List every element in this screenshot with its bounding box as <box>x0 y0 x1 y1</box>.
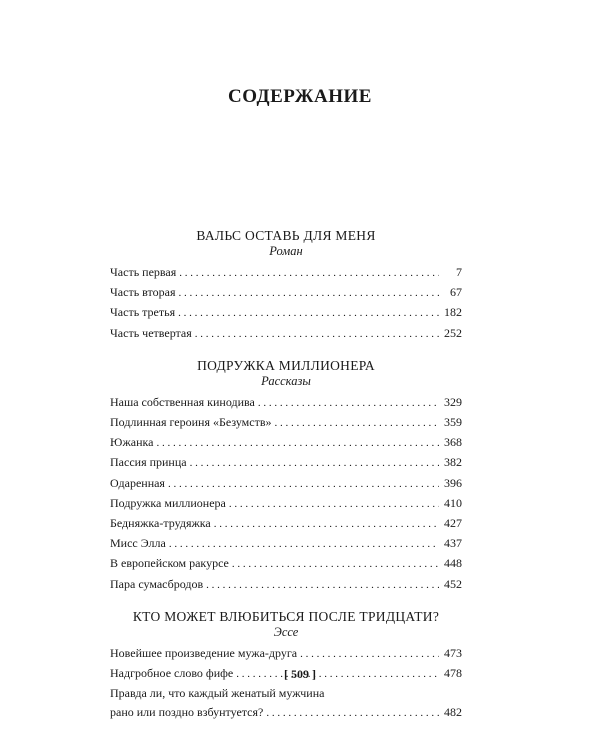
toc-entry <box>110 554 462 574</box>
toc-entry <box>110 684 462 723</box>
entry-page: 410 <box>444 495 462 510</box>
entry-title: Надгробное слово фифе <box>110 666 234 681</box>
dot-leader <box>178 284 439 303</box>
dot-leader <box>275 414 439 433</box>
section-subtitle: Рассказы <box>261 373 311 388</box>
entry-page: 329 <box>444 394 462 409</box>
section-spacer <box>110 595 462 609</box>
dot-leader <box>169 535 439 554</box>
toc-entry <box>110 644 462 664</box>
entry-title: Мисс Элла <box>110 536 166 551</box>
dot-leader <box>179 264 439 283</box>
dot-leader <box>206 576 439 595</box>
entry-page: 448 <box>444 556 462 571</box>
entry-title: Часть четвертая <box>110 325 192 340</box>
toc-entry <box>110 474 462 494</box>
entry-title: Подружка миллионера <box>110 495 226 510</box>
dot-leader <box>266 704 439 723</box>
toc-section <box>110 228 462 344</box>
entry-title-line1: Правда ли, что каждый женатый мужчина <box>110 686 325 701</box>
section-heading: ПОДРУЖКА МИЛЛИОНЕРА <box>197 357 375 373</box>
toc-entry <box>110 413 462 433</box>
toc-entry <box>110 263 462 283</box>
toc-section <box>110 358 462 595</box>
entry-page: 67 <box>450 285 462 300</box>
toc-entry <box>110 324 462 344</box>
entry-page: 427 <box>444 516 462 531</box>
table-of-contents <box>110 228 462 724</box>
entry-page: 182 <box>444 305 462 320</box>
entry-second-line <box>110 703 462 723</box>
toc-entry <box>110 433 462 453</box>
entry-title-line2: рано или поздно взбунтуется? <box>110 705 264 720</box>
entry-page: 473 <box>444 645 462 660</box>
section-heading: ВАЛЬС ОСТАВЬ ДЛЯ МЕНЯ <box>196 228 376 243</box>
entry-page: 478 <box>444 666 462 681</box>
entry-title: Часть третья <box>110 305 176 320</box>
entry-title: Южанка <box>110 435 154 450</box>
entry-page: 396 <box>444 475 462 490</box>
entry-page: 452 <box>444 576 462 591</box>
entry-title: Часть первая <box>110 265 177 279</box>
dot-leader <box>232 555 439 574</box>
toc-entry <box>110 283 462 303</box>
dot-leader <box>178 304 439 323</box>
entry-title: Подлинная героиня «Безумств» <box>110 415 272 430</box>
entry-page: 368 <box>444 435 462 450</box>
entry-title: Бедняжка-трудяжка <box>110 516 211 531</box>
dot-leader <box>195 325 439 344</box>
page-title: СОДЕРЖАНИЕ <box>228 86 372 107</box>
entry-page: 482 <box>444 705 462 720</box>
entry-page: 382 <box>444 455 462 470</box>
section-spacer <box>110 344 462 358</box>
dot-leader <box>258 394 439 413</box>
toc-entry <box>110 453 462 473</box>
toc-entry <box>110 534 462 554</box>
toc-entry <box>110 393 462 413</box>
entry-page: 252 <box>444 325 462 340</box>
toc-entry <box>110 575 462 595</box>
dot-leader <box>214 515 439 534</box>
entry-title: Пара сумасбродов <box>110 576 204 591</box>
entry-title: Одаренная <box>110 475 165 490</box>
entry-page: 359 <box>444 415 462 430</box>
page-number: [ 509 ] <box>284 667 316 681</box>
dot-leader <box>229 495 439 514</box>
toc-entry <box>110 494 462 514</box>
entry-title: Наша собственная кинодива <box>110 394 255 409</box>
toc-entry <box>110 514 462 534</box>
dot-leader <box>190 454 439 473</box>
entry-title: Новейшее произведение мужа-друга <box>110 645 298 660</box>
section-heading: КТО МОЖЕТ ВЛЮБИТЬСЯ ПОСЛЕ ТРИДЦАТИ? <box>132 608 440 624</box>
entry-title: Часть вторая <box>110 285 176 300</box>
dot-leader <box>157 434 440 453</box>
entry-title: Пассия принца <box>110 455 187 470</box>
dot-leader <box>168 475 439 494</box>
entry-page: 7 <box>456 265 462 279</box>
entry-title: В европейском ракурсе <box>110 556 229 571</box>
toc-entry <box>110 303 462 323</box>
section-subtitle: Роман <box>269 244 303 258</box>
section-subtitle: Эссе <box>273 624 299 639</box>
dot-leader <box>300 645 439 664</box>
entry-page: 437 <box>444 536 462 551</box>
